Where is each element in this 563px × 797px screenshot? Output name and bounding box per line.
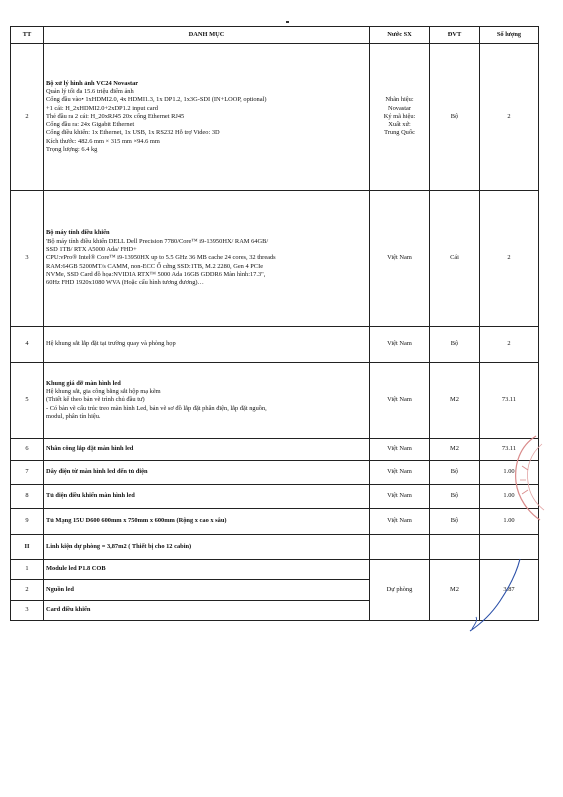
scan-mark (286, 21, 289, 23)
row-qty: 1.00 (480, 509, 539, 535)
table-row (11, 509, 539, 535)
header-so-luong: Số lượng (480, 27, 539, 44)
row-qty: 73.11 (480, 439, 539, 461)
row-qty: 2 (480, 44, 539, 191)
row-tt: 3 (11, 601, 44, 621)
spare-origin: Dự phòng (370, 560, 430, 621)
row-qty: 1.00 (480, 461, 539, 485)
row-unit: M2 (430, 439, 480, 461)
stamp-mark (506, 434, 546, 524)
table-row (11, 44, 539, 191)
row-unit: M2 (430, 363, 480, 439)
row-tt: 2 (11, 580, 44, 601)
table-header-row (11, 27, 539, 44)
row-unit: Cái (430, 191, 480, 327)
origin-line: Novastar (387, 104, 412, 112)
row-description (44, 44, 370, 191)
item-title: Bộ máy tính điều khiển (46, 229, 110, 237)
row-tt: 6 (11, 439, 44, 461)
row-qty: 1.00 (480, 485, 539, 509)
item-title: Khung giá đỡ màn hình led (46, 379, 121, 387)
item-line: Hệ khung sắt lắp đặt tại trường quay và phòng họp (46, 340, 176, 348)
spare-qty: 3.87 (480, 560, 539, 621)
row-description: Module led P1.8 COB (44, 560, 370, 580)
item-line: CPU:vPro® Intel® Core™ i9-13950HX up to 5.5 GHz 36 MB cache 24 cores, 32 threads (46, 254, 276, 262)
item-line: NVMe, SSD Card đồ họa:NVIDIA RTX™ 5000 Ada 16GB GDDR6 Màn hình:17.3", (46, 270, 266, 278)
item-line: Hệ khung sắt, gia công bằng sắt hộp mạ kẽm (46, 388, 161, 396)
row-origin: Việt Nam (370, 327, 430, 363)
item-line: SSD 1TB/ RTX A5000 Ada/ FHD+ (46, 246, 137, 254)
origin-line: Xuất xứ: (388, 121, 411, 129)
header-tt: TT (11, 27, 44, 44)
row-unit: Bộ (430, 327, 480, 363)
item-line: 'Bộ máy tính điều khiển DELL Dell Precision 7780/Core™ i9-13950HX/ RAM 64GB/ (46, 237, 269, 245)
row-description: Card điều khiển (44, 601, 370, 621)
item-line: Trọng lượng: 6.4 kg (46, 146, 98, 154)
item-line: Quản lý tối đa 15.6 triệu điểm ảnh (46, 87, 134, 95)
table-row (11, 191, 539, 327)
section-empty-cell (370, 535, 430, 560)
row-qty: 73.11 (480, 363, 539, 439)
row-description: Tủ Mạng 15U D600 600mm x 750mm x 600mm (Rộng x cao x sâu) (44, 509, 370, 535)
table-row (11, 485, 539, 509)
row-tt: 7 (11, 461, 44, 485)
row-description: Tủ điện điều khiển màn hình led (44, 485, 370, 509)
table-row (11, 560, 539, 580)
row-description: Nhân công lắp đặt màn hình led (44, 439, 370, 461)
item-line: Thẻ đầu ra 2 cái: H_20xRJ45 20x cổng Ethernet RJ45 (46, 112, 185, 120)
spare-unit: M2 (430, 560, 480, 621)
item-title: Bộ xử lý hình ảnh VC24 Novastar (46, 79, 139, 87)
item-line: Kích thước: 482.6 mm × 315 mm ×94.6 mm (46, 137, 160, 145)
header-nuoc-sx: Nước SX (370, 27, 430, 44)
item-line: Cổng đầu vào• 1xHDMI2.0, 4x HDMI1.3, 1x DP1.2, 1x3G-SDI (IN+LOOP, optional) (46, 96, 267, 104)
row-origin: Việt Nam (370, 485, 430, 509)
row-description (44, 327, 370, 363)
item-line: Cổng đầu ra: 24x Gigabit Ethernet (46, 121, 135, 129)
row-unit: Bộ (430, 461, 480, 485)
section-tt: II (11, 535, 44, 560)
header-danh-muc: DANH MỤC (44, 27, 370, 44)
row-qty: 2 (480, 327, 539, 363)
origin-line: Nhãn hiệu: (385, 96, 414, 104)
item-line: +1 cái: H_2xHDMI2.0+2xDP1.2 input card (46, 104, 158, 112)
item-line: Cổng điều khiển: 1x Ethernet, 1x USB, 1x RS232 Hỗ trợ Video: 3D (46, 129, 220, 137)
row-unit: Bộ (430, 509, 480, 535)
row-tt: 9 (11, 509, 44, 535)
row-origin: Việt Nam (370, 363, 430, 439)
row-tt: 1 (11, 560, 44, 580)
origin-line: Trung Quốc (384, 129, 415, 137)
row-tt: 2 (11, 44, 44, 191)
row-tt: 8 (11, 485, 44, 509)
row-unit: Bộ (430, 44, 480, 191)
equipment-table (10, 26, 539, 621)
signature-mark (464, 555, 524, 635)
row-origin: Việt Nam (370, 439, 430, 461)
table-row (11, 461, 539, 485)
item-line: (Thiết kế theo bản vẽ trình chủ đầu tư) (46, 396, 145, 404)
item-line: RAM:64GB 5200MT/s CAMM, non-ECC Ổ cứng SSD:1TB, M.2 2280, Gen 4 PCIe (46, 262, 264, 270)
table-row (11, 327, 539, 363)
row-qty: 2 (480, 191, 539, 327)
row-tt: 4 (11, 327, 44, 363)
row-unit: Bộ (430, 485, 480, 509)
row-tt: 3 (11, 191, 44, 327)
item-line: modul, phân tín hiệu. (46, 412, 101, 420)
table-row (11, 439, 539, 461)
header-dvt: ĐVT (430, 27, 480, 44)
row-description (44, 191, 370, 327)
row-origin: Việt Nam (370, 191, 430, 327)
row-description: Dây điện từ màn hình led đến tủ điện (44, 461, 370, 485)
row-origin: Việt Nam (370, 509, 430, 535)
row-origin (370, 44, 430, 191)
row-origin: Việt Nam (370, 461, 430, 485)
origin-line: Ký mã hiệu: (383, 112, 416, 120)
item-line: 60Hz FHD 1920x1080 WVA (Hoặc cấu hình tương đương)… (46, 279, 204, 287)
row-description (44, 363, 370, 439)
section-row (11, 535, 539, 560)
row-description: Nguồn led (44, 580, 370, 601)
table-row (11, 363, 539, 439)
item-line: - Có bản vẽ cấu trúc treo màn hình Led, bản vẽ sơ đồ lắp đặt phân điện, lắp đặt nguồn, (46, 404, 267, 412)
section-title: Linh kiện dự phòng = 3,87m2 ( Thiết bị cho 12 cabin) (44, 535, 370, 560)
row-tt: 5 (11, 363, 44, 439)
